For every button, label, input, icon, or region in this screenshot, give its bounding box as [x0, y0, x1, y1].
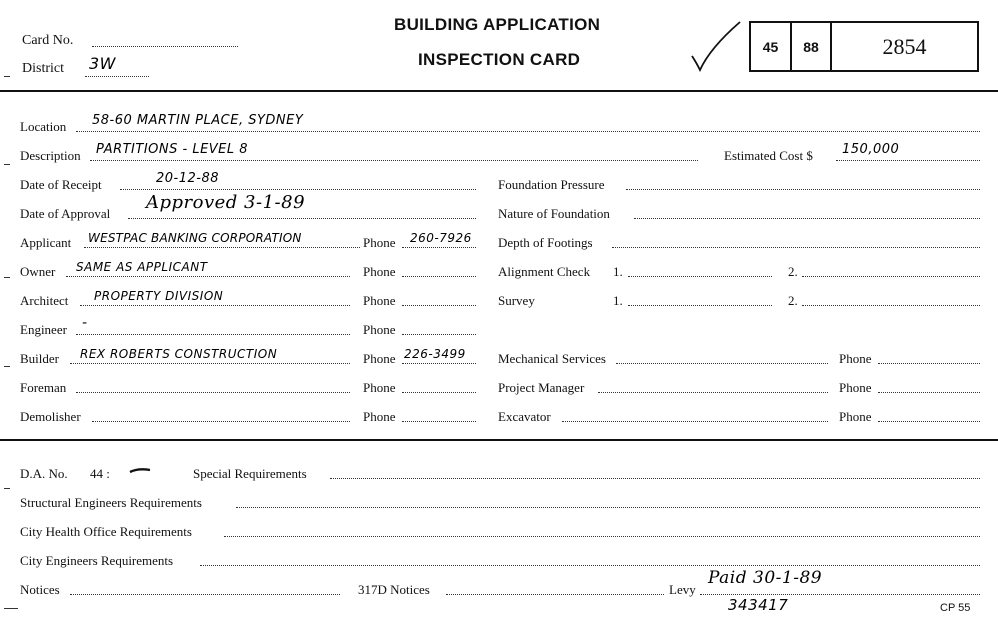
nature-foundation-line	[634, 218, 980, 219]
city-engineers-line	[200, 565, 980, 566]
foundation-pressure-label: Foundation Pressure	[498, 177, 605, 192]
alignment-num-2: 2.	[788, 264, 798, 279]
description-label: Description	[20, 148, 81, 163]
form-code: CP 55	[940, 602, 971, 614]
notices-317d-label: 317D Notices	[358, 582, 430, 597]
alignment-num-1: 1.	[613, 264, 623, 279]
mechanical-phone-line	[878, 363, 980, 364]
excavator-phone-line	[878, 421, 980, 422]
location-value: 58-60 MARTIN PLACE, SYDNEY	[92, 113, 304, 128]
estimated-cost-value: 150,000	[842, 142, 900, 157]
date-receipt-label: Date of Receipt	[20, 177, 102, 192]
engineer-phone-line	[402, 334, 476, 335]
demolisher-label: Demolisher	[20, 409, 81, 424]
estimated-cost-label: Estimated Cost $	[724, 148, 813, 163]
project-manager-line	[598, 392, 828, 393]
header-divider	[0, 90, 998, 92]
date-approval-label: Date of Approval	[20, 206, 111, 221]
architect-line	[80, 305, 350, 306]
project-manager-label: Project Manager	[498, 380, 585, 395]
owner-line	[66, 276, 350, 277]
demolisher-phone-line	[402, 421, 476, 422]
health-label: City Health Office Requirements	[20, 524, 192, 539]
levy-line	[700, 594, 980, 595]
builder-value: REX ROBERTS CONSTRUCTION	[80, 347, 278, 361]
applicant-value: WESTPAC BANKING CORPORATION	[88, 231, 302, 245]
project-manager-phone-line	[878, 392, 980, 393]
project-manager-phone-label: Phone	[839, 380, 872, 395]
margin-tick	[4, 608, 18, 609]
excavator-line	[562, 421, 828, 422]
foreman-line	[76, 392, 350, 393]
da-dash-mark-icon	[128, 466, 152, 476]
section-divider	[0, 439, 998, 441]
location-line	[76, 131, 980, 132]
builder-phone-value: 226-3499	[404, 347, 466, 361]
engineer-phone-label: Phone	[363, 322, 396, 337]
alignment-line-2	[802, 276, 980, 277]
architect-phone-line	[402, 305, 476, 306]
foreman-label: Foreman	[20, 380, 67, 395]
description-value: PARTITIONS - LEVEL 8	[96, 142, 249, 157]
survey-num-2: 2.	[788, 293, 798, 308]
health-line	[224, 536, 980, 537]
owner-phone-line	[402, 276, 476, 277]
demolisher-line	[92, 421, 350, 422]
box-b-value: 88	[803, 38, 819, 55]
applicant-phone-value: 260-7926	[410, 231, 472, 245]
alignment-check-label: Alignment Check	[498, 264, 591, 279]
mechanical-phone-label: Phone	[839, 351, 872, 366]
card-title-line1: BUILDING APPLICATION	[394, 15, 601, 34]
foundation-pressure-line	[626, 189, 980, 190]
applicant-line	[84, 247, 360, 248]
estimated-cost-line	[836, 160, 980, 161]
excavator-label: Excavator	[498, 409, 551, 424]
engineer-value: -	[82, 315, 88, 331]
demolisher-phone-label: Phone	[363, 409, 396, 424]
margin-tick	[4, 76, 10, 77]
date-approval-line	[128, 218, 476, 219]
margin-tick	[4, 164, 10, 165]
foreman-phone-label: Phone	[363, 380, 396, 395]
special-requirements-line	[330, 478, 980, 479]
levy-number: 343417	[728, 596, 789, 614]
date-receipt-value: 20-12-88	[156, 171, 220, 186]
notices-317d-line	[446, 594, 664, 595]
owner-label: Owner	[20, 264, 56, 279]
special-requirements-label: Special Requirements	[193, 466, 307, 481]
survey-label: Survey	[498, 293, 535, 308]
card-no-line	[92, 46, 238, 47]
box-number-value: 2854	[882, 33, 927, 59]
structural-label: Structural Engineers Requirements	[20, 495, 202, 510]
depth-footings-label: Depth of Footings	[498, 235, 593, 250]
card-number-box	[749, 21, 979, 72]
da-no-value: 44 :	[90, 466, 110, 481]
mechanical-label: Mechanical Services	[498, 351, 606, 366]
owner-value: SAME AS APPLICANT	[76, 260, 208, 274]
architect-phone-label: Phone	[363, 293, 396, 308]
district-value: 3W	[89, 54, 116, 73]
notices-label: Notices	[20, 582, 60, 597]
survey-line-1	[628, 305, 772, 306]
architect-label: Architect	[20, 293, 69, 308]
date-approval-value: Approved 3-1-89	[146, 192, 306, 213]
depth-footings-line	[612, 247, 980, 248]
applicant-phone-line	[402, 247, 476, 248]
foreman-phone-line	[402, 392, 476, 393]
district-label: District	[22, 61, 64, 76]
engineer-line	[76, 334, 350, 335]
nature-foundation-label: Nature of Foundation	[498, 206, 610, 221]
margin-tick	[4, 366, 10, 367]
city-engineers-label: City Engineers Requirements	[20, 553, 174, 568]
builder-phone-label: Phone	[363, 351, 396, 366]
date-receipt-line	[120, 189, 476, 190]
builder-label: Builder	[20, 351, 59, 366]
check-mark-icon	[688, 18, 744, 72]
excavator-phone-label: Phone	[839, 409, 872, 424]
structural-line	[236, 507, 980, 508]
applicant-label: Applicant	[20, 235, 72, 250]
levy-label: Levy	[669, 582, 696, 597]
box-a-value: 45	[762, 38, 779, 55]
margin-tick	[4, 488, 10, 489]
description-line	[90, 160, 698, 161]
district-line	[85, 76, 149, 77]
margin-tick	[4, 277, 10, 278]
applicant-phone-label: Phone	[363, 235, 396, 250]
owner-phone-label: Phone	[363, 264, 396, 279]
architect-value: PROPERTY DIVISION	[94, 289, 224, 303]
card-no-label: Card No.	[22, 33, 74, 48]
notices-line	[70, 594, 340, 595]
alignment-line-1	[628, 276, 772, 277]
location-label: Location	[20, 119, 67, 134]
engineer-label: Engineer	[20, 322, 67, 337]
survey-num-1: 1.	[613, 293, 623, 308]
da-no-label: D.A. No.	[20, 466, 68, 481]
mechanical-line	[616, 363, 828, 364]
survey-line-2	[802, 305, 980, 306]
builder-phone-line	[402, 363, 476, 364]
builder-line	[70, 363, 350, 364]
card-title-line2: INSPECTION CARD	[418, 50, 581, 69]
levy-value: Paid 30-1-89	[708, 568, 823, 588]
